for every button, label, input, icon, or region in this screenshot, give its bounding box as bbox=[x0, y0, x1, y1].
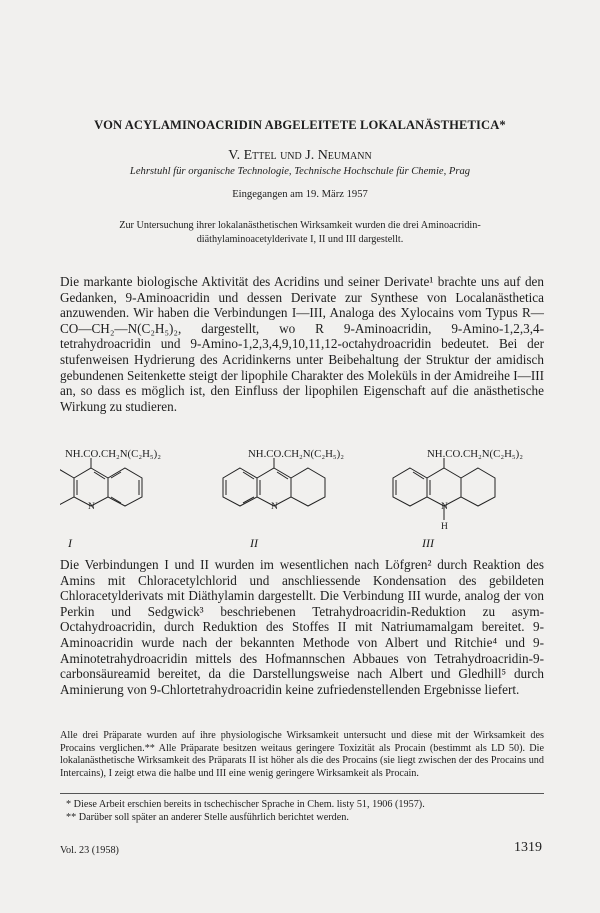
structure-iii-formula: NH.CO.CH₂N(C₂H₅)₂ bbox=[427, 448, 524, 460]
structure-ii-n-atom: N bbox=[271, 502, 278, 512]
structure-i-formula: NH.CO.CH₂N(C₂H₅)₂ bbox=[65, 448, 162, 460]
structure-iii-label: III bbox=[422, 536, 434, 550]
footnote-divider bbox=[60, 793, 544, 794]
structure-ii-label: II bbox=[250, 536, 258, 550]
affiliation: Lehrstuhl für organische Technologie, Technische Hochschule für Chemie, Prag bbox=[129, 166, 471, 177]
paragraph-results: Alle drei Präparate wurden auf ihre physiologische Wirksamkeit untersucht und diese mit der Wirksamkeit des Procains verglichen.** Alle Präparate besitzen weitaus geringere Toxizität als Procain (bestimmt als LD 50). Die lokalanästhetische Wirksamkeit des Präparats II ist höher als die des Procains (sie liegt zwischen der des Procains und Intercains), I zeigt etwa die halbe und III eine wenig geringere Wirksamkeit als Procain. bbox=[60, 730, 544, 779]
structure-iii-n-atom: N bbox=[441, 502, 448, 512]
paragraph-intro: Die markante biologische Aktivität des Acridins und seiner Derivate¹ brachte uns auf den Gedanken, 9-Aminoacridin und dessen Derivate zur Synthese von Localanästhetica anzuwenden. Wir haben die Verbindungen I—III, Analoga des Xylocains vom Typus R—CO—CH₂—N(C₂H₅)₂, dargestellt, wo R 9-Aminoacridin, 9-Amino-1,2,3,4-tetrahydroacridin und 9-Amino-1,2,3,4,9,10,11,12-octahydroacridin bedeutet. Bei der stufenweisen Hydrierung des Acridinkerns unter Beibehaltung der Struktur der amidisch gebundenen Seitenkette steigt der lipophile Charakter des Moleküls in der Amidreihe I—III an, so dass es möglich ist, den Einfluss der lipophilen Eigenschaft auf die anästhetische Wirkung zu studieren. bbox=[60, 274, 544, 414]
received-date: Eingegangen am 19. März 1957 bbox=[232, 189, 368, 200]
article-title: VON ACYLAMINOACRIDIN ABGELEITETE LOKALANÄSTHETICA* bbox=[94, 118, 506, 132]
paragraph-methods: Die Verbindungen I und II wurden im wesentlichen nach Löfgren² durch Reaktion des Amins mit Chloracetylchlorid und anschliessende Kondensation des gebildeten Chloracetylderivats mit Diäthylamin dargestellt. Die Verbindung III wurde, analog der von Perkin und Sedgwick³ beschriebenen Tetrahydroacridin-Reduktion zu asym-Octahydroacridin, durch Reduktion des Stoffes II mit Natriumamalgam bereitet. 9-Aminoacridin wurde nach der bekannten Methode von Albert und Ritchie⁴ und 9-Aminotetrahydroacridin mittels des Hofmannschen Abbaues von Tetrahydroacridin-9-carbonsäureamid bereitet, da die Darstellungsweise nach Albert und Gledhill⁵ durch Aminierung von 9-Chlortetrahydroacridin keine zufriedenstellenden Ergebnisse liefert. bbox=[60, 557, 544, 697]
footnote: * Diese Arbeit erschien bereits in tschechischer Sprache in Chem. listy 51, 1906 (1957). bbox=[66, 799, 425, 810]
structure-i-drawing bbox=[60, 458, 142, 506]
structure-iii-h-atom: H bbox=[441, 522, 448, 532]
abstract: Zur Untersuchung ihrer lokalanästhetischen Wirksamkeit wurden die drei Aminoacridin-diäthylaminoacetylderivate I, II und III dargestellt. bbox=[119, 220, 481, 245]
volume-info: Vol. 23 (1958) bbox=[60, 845, 119, 856]
structure-ii-formula: NH.CO.CH₂N(C₂H₅)₂ bbox=[248, 448, 345, 460]
structure-ii-drawing bbox=[223, 458, 325, 506]
authors: V. Ettel und J. Neumann bbox=[228, 148, 372, 163]
page-number: 1319 bbox=[514, 840, 542, 855]
structure-i-n-atom: N bbox=[88, 502, 95, 512]
structure-i-label: I bbox=[68, 536, 72, 550]
footnote: ** Darüber soll später an anderer Stelle ausführlich berichtet werden. bbox=[66, 812, 349, 823]
structure-figure bbox=[60, 440, 550, 550]
footnotes bbox=[60, 798, 544, 824]
